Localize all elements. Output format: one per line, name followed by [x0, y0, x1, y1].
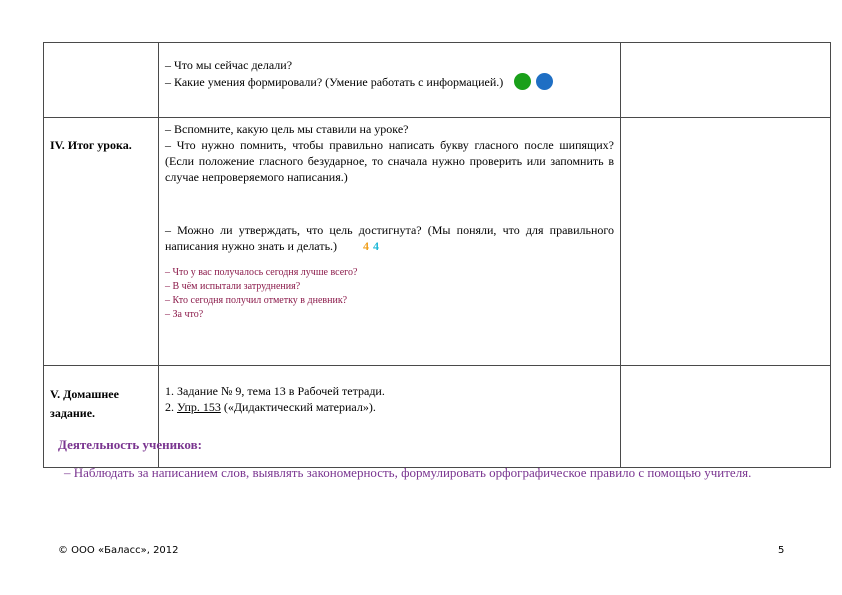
orange-number: 4	[363, 239, 370, 253]
copyright: © ООО «Баласс», 2012	[58, 545, 179, 556]
notes-cell	[621, 366, 831, 468]
blue-dot-icon	[536, 73, 553, 90]
reflection-questions	[165, 266, 614, 322]
reflection-question: – Что у вас получалось сегодня лучше всего?	[165, 267, 358, 278]
content-cell	[159, 366, 621, 468]
stage-cell: V. Домашнее задание.	[44, 366, 159, 468]
exercise-link[interactable]: Упр. 153	[177, 400, 221, 414]
content-cell	[159, 118, 621, 366]
homework-suffix: («Дидактический материал»).	[220, 400, 376, 414]
table-row	[44, 43, 831, 118]
notes-cell	[621, 118, 831, 366]
reflection-question: – Кто сегодня получил отметку в дневник?	[165, 295, 348, 306]
question-text: – Можно ли утверждать, что цель достигнута? (Мы поняли, что для правильного написания нужно знать и делать.)	[165, 223, 614, 253]
stage-cell	[44, 43, 159, 118]
question-line: – Что мы сейчас делали?	[165, 58, 293, 72]
activity-text: – Наблюдать за написанием слов, выявлять закономерность, формулировать орфографическое правило с помощью учителя.	[64, 465, 752, 480]
question-line: – Вспомните, какую цель мы ставили на уроке?	[165, 122, 409, 136]
homework-line	[165, 399, 614, 415]
reflection-question: – В чём испытали затруднения?	[165, 281, 301, 292]
question-text: – Какие умения формировали? (Умение работать с информацией.)	[165, 75, 504, 89]
homework-prefix: 2.	[165, 400, 177, 414]
notes-cell	[621, 43, 831, 118]
table-row	[44, 118, 831, 366]
stage-cell: IV. Итог урока.	[44, 118, 159, 366]
homework-line: 1. Задание № 9, тема 13 в Рабочей тетради.	[165, 384, 385, 398]
question-paragraph	[165, 222, 614, 254]
page-number: 5	[778, 545, 785, 556]
activity-title: Деятельность учеников:	[58, 437, 202, 452]
question-line	[165, 73, 614, 90]
content-cell	[159, 43, 621, 118]
cyan-number: 4	[373, 239, 380, 253]
green-dot-icon	[514, 73, 531, 90]
reflection-question: – За что?	[165, 309, 204, 320]
question-paragraph: – Что нужно помнить, чтобы правильно написать букву гласного после шипящих? (Если положение гласного безударное, то сначала нужно проверить или запомнить в случае непроверяемого написания.)	[165, 138, 614, 184]
lesson-plan-table	[43, 42, 831, 468]
